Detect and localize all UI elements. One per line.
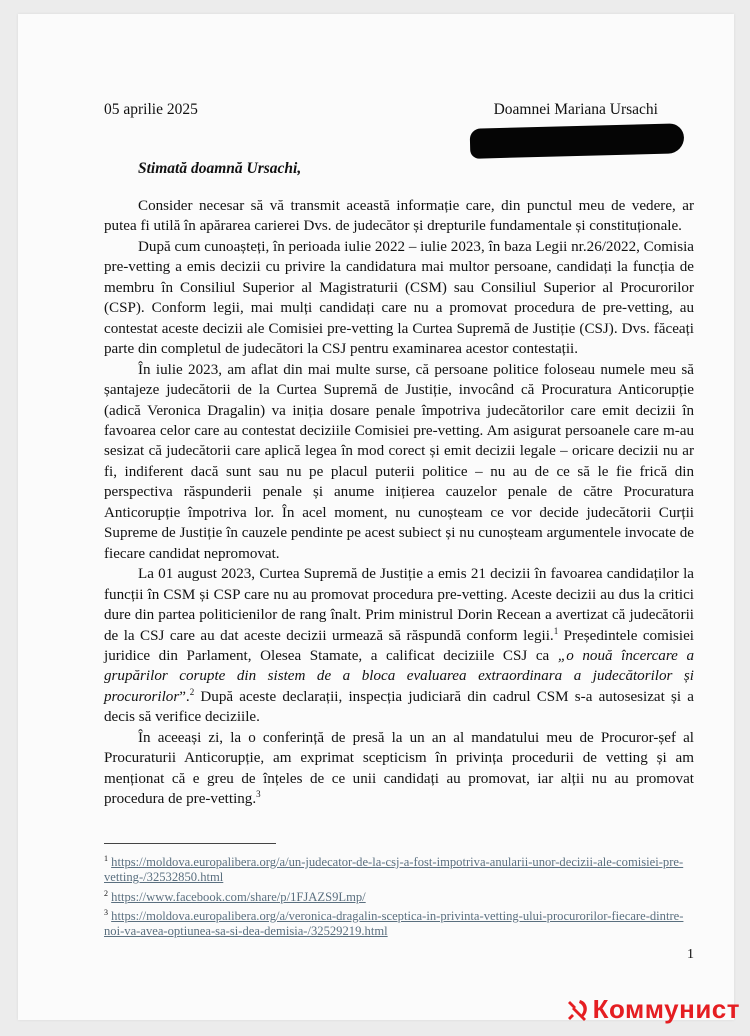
quotation: „o nouă încercare a grupărilor corupte din sistem de a bloca evaluarea extraordinara a judecătorilor și procurorilor (104, 647, 694, 705)
letter-salutation: Stimată doamnă Ursachi, (138, 160, 302, 177)
paragraph-3: În iulie 2023, am aflat din mai multe surse, că persoane politice foloseau numele meu să șantajeze judecătorii de la Curtea Supremă de Justiție, invocând că Procuratura Anticorupție (adică Veronica Dragalin) va iniția dosare penale împotriva judecătorilor care emit decizii în favoarea celor care au contestat deciziile Comisiei pre-vetting. Am asigurat persoanele care m-au sesizat că judecătorii care aplică legea în mod corect și emit decizii legale – oricare decizii nu ar fi, indiferent dacă sunt sau nu pe placul puterii politice – nu au de ce să le fie frică din perspectiva răspunderii penale și anume inițierea cauzelor penale de către Procuratura Anticorupție împotriva lor. În acel moment, nu cunoșteam ce vor decide judecătorii Curții Supreme de Justiție în cauzele pendinte pe acest subiect și nu cunoșteam argumentele invocate de fiecare candidat nepromovat. (104, 361, 694, 562)
footnote-number: 3 (104, 907, 108, 917)
letter-addressee: Doamnei Mariana Ursachi (493, 101, 658, 118)
paragraph-4 (104, 564, 694, 728)
footnote-2 (104, 886, 694, 905)
letter-body (104, 196, 694, 810)
footnote-separator (104, 843, 276, 844)
paragraph-4-text-a: La 01 august 2023, Curtea Supremă de Justiție a emis 21 decizii în favoarea candidaților la funcții în CSM și CSP care nu au promovat procedura pre-vetting. Aceste decizii au dus la critici dure din partea politicienilor de rang înalt. Prim ministrul Dorin Recean a avertizat că judecătorii de la CSJ care au dat aceste decizii urmează să răspundă conform legii. (104, 566, 694, 644)
footnote-number: 1 (104, 854, 108, 863)
footnote-link-2[interactable]: https://www.facebook.com/share/p/1FJAZS9Lmp/ (111, 889, 366, 904)
paragraph-5 (104, 728, 694, 810)
watermark-text: Коммунист (592, 994, 740, 1024)
quotation-close: ”. (179, 688, 190, 705)
footnote-ref-1: 1 (553, 625, 559, 636)
page-number: 1 (687, 947, 694, 962)
footnote-link-3[interactable]: https://moldova.europalibera.org/a/veronica-dragalin-sceptica-in-privinta-vetting-ului-procurorilor-fiecare-dintre-noi-va-avea-optiunea-sa-si-dea-demisia-/32529219.html (104, 909, 684, 939)
footnotes (104, 851, 694, 940)
paragraph-1: Consider necesar să vă transmit această informație care, din punctul meu de vedere, ar putea fi utilă în apărarea carierei Dvs. de judecător și drepturile fundamentale și constituționale. (104, 198, 694, 235)
paragraph-4-text-c: După aceste declarații, inspecția judiciară din cadrul CSM s-a autosesizat și a decis să verifice deciziile. (104, 688, 694, 726)
footnote-1 (104, 851, 694, 886)
footnote-3 (104, 905, 694, 940)
footnote-ref-2: 2 (189, 686, 195, 697)
watermark-logo (564, 994, 740, 1025)
hammer-sickle-icon (564, 997, 590, 1023)
footnote-ref-3: 3 (256, 789, 261, 800)
footnote-number: 2 (104, 888, 108, 898)
letter-date: 05 aprilie 2025 (104, 101, 198, 118)
redaction-mark (470, 123, 685, 159)
footnote-link-1[interactable]: https://moldova.europalibera.org/a/un-judecator-de-la-csj-a-fost-impotriva-anularii-unor-decizii-ale-comisiei-pre-vetting-/32532850.html (104, 855, 684, 885)
paragraph-4-text-b: Președintele comisiei juridice din Parlament, Olesea Stamate, a calificat deciziile CSJ ca (104, 627, 694, 664)
paragraph-2: După cum cunoașteți, în perioada iulie 2022 – iulie 2023, în baza Legii nr.26/2022, Comisia pre-vetting a emis decizii cu privire la candidatura mai multor persoane, candidați la funcția de membru în Consiliul Superior al Magistraturii (CSM) sau Consiliul Superior al Procurorilor (CSP). Conform legii, mai mulți candidați care nu a promovat procedura de pre-vetting, au contestat aceste decizii ale Comisiei pre-vetting la Curtea Supremă de Justiție (CSJ). Dvs. făceați parte din completul de judecători la CSJ pentru examinarea acestor contestații. (104, 238, 694, 358)
paragraph-5-text: În aceeași zi, la o conferință de presă la un an al mandatului meu de Procuror-șef al Procuraturii Anticorupție, am exprimat scepticism în privința procedurii de vetting și am menționat că e greu de înțeles de ce unii candidați au promovat, iar alții nu au promovat procedura de pre-vetting. (104, 729, 694, 808)
